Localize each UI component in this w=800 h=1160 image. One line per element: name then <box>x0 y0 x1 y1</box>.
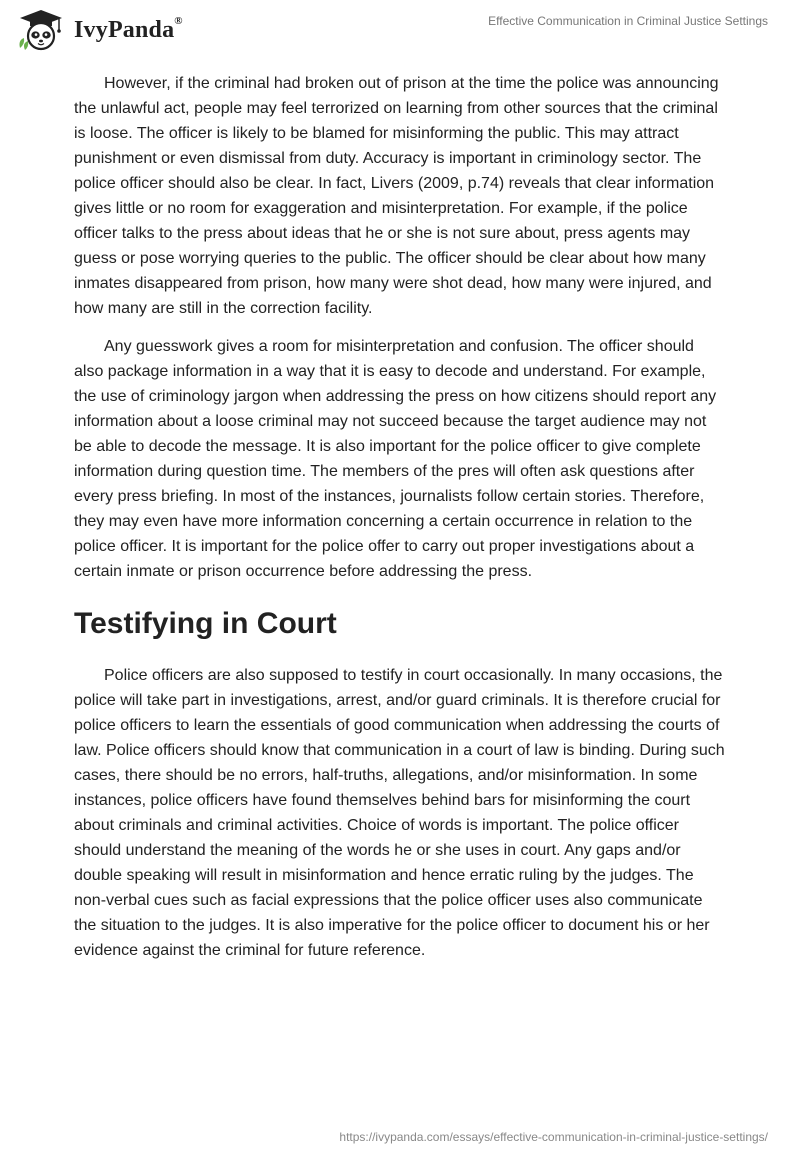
body-paragraph: Any guesswork gives a room for misinterpretation and confusion. The officer should also package information in a way that it is easy to decode and understand. For example, the use of criminology jargon when addressing the press on how citizens should report any information about a loose criminal may not succeed because the target audience may not be able to decode the message. It is also important for the police officer to give complete information during question time. The members of the pres will often ask questions after every press briefing. In most of the instances, journalists follow certain stories. Therefore, they may even have more information concerning a certain occurrence in relation to the police officer. It is important for the police offer to carry out proper investigations about a certain inmate or prison occurrence before addressing the press. <box>74 338 717 580</box>
source-url-link[interactable]: https://ivypanda.com/essays/effective-communication-in-criminal-justice-settings/ <box>339 1130 768 1144</box>
body-paragraph: Police officers are also supposed to testify in court occasionally. In many occasions, the police will take part in investigations, arrest, and/or guard criminals. It is therefore crucial for police officers to learn the essentials of good communication when addressing the courts of law. Police officers should know that communication in a court of law is binding. During such cases, there should be no errors, half-truths, allegations, and/or misinformation. In some instances, police officers have found themselves behind bars for misinforming the court about criminals and criminal activities. Choice of words is important. The police officer should understand the meaning of the words he or she uses in court. Any gaps and/or double speaking will result in misinformation and hence erratic ruling by the judges. The non-verbal cues such as facial expressions that the police officer uses also communicate the situation to the judges. It is also imperative for the police officer to document his or her evidence against the criminal for future reference. <box>74 667 725 959</box>
section-heading: Testifying in Court <box>74 607 337 640</box>
panda-graduate-icon <box>16 8 66 52</box>
body-paragraph: However, if the criminal had broken out of prison at the time the police was announcing the unlawful act, people may feel terrorized on learning from other sources that the criminal is loose. The officer is likely to be blamed for misinforming the public. This may attract punishment or even dismissal from duty. Accuracy is important in criminology sector. The police officer should also be clear. In fact, Livers (2009, p.74) reveals that clear information gives little or no room for exaggeration and misinterpretation. For example, if the police officer talks to the press about ideas that he or she is not sure about, press agents may guess or pose worrying queries to the public. The officer should be clear about how many inmates disappeared from prison, how many were shot dead, how many were injured, and how many are still in the correction facility. <box>74 75 719 317</box>
registered-mark: ® <box>174 14 183 27</box>
page-header <box>0 0 800 60</box>
essay-content <box>74 71 726 976</box>
document-title: Effective Communication in Criminal Justice Settings <box>488 14 768 28</box>
brand-name: IvyPanda® <box>74 14 183 43</box>
ivypanda-logo[interactable] <box>16 8 183 52</box>
